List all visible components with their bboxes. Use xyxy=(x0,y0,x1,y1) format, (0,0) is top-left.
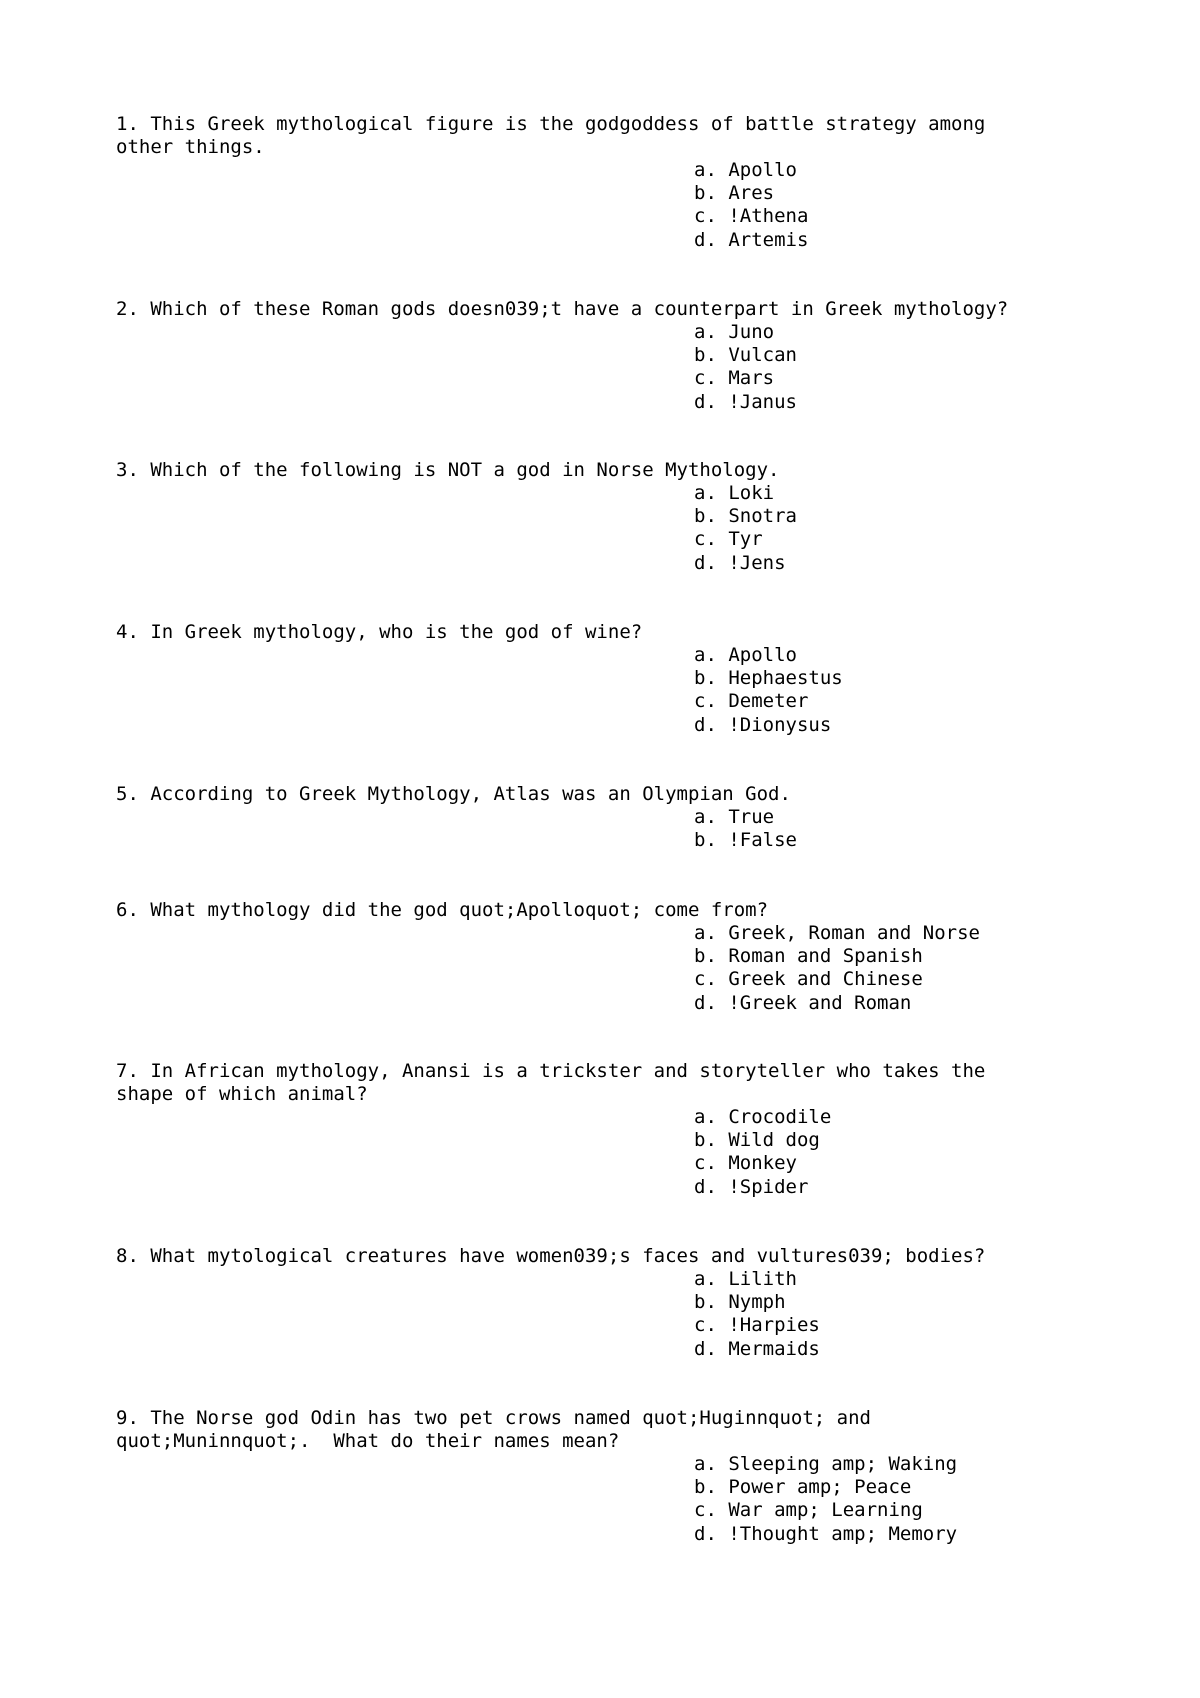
answer-options xyxy=(116,922,1076,1015)
option-text: !Thought amp; Memory xyxy=(728,1522,958,1545)
option-text: Juno xyxy=(728,321,775,343)
option-text: !False xyxy=(728,829,797,852)
answer-options xyxy=(116,806,1076,852)
question-1 xyxy=(116,113,1076,252)
answer-option xyxy=(694,945,1076,968)
answer-option xyxy=(694,391,1076,414)
answer-option xyxy=(694,1338,1076,1361)
option-text: !Dionysus xyxy=(728,713,832,736)
answer-options xyxy=(116,1453,1076,1546)
answer-options xyxy=(116,1268,1076,1361)
option-text: Apollo xyxy=(728,159,797,181)
answer-option xyxy=(694,482,1076,505)
option-text: Loki xyxy=(728,482,775,504)
answer-option xyxy=(694,1476,1076,1499)
option-letter: a. xyxy=(694,321,717,343)
option-letter: a. xyxy=(694,159,717,181)
answer-option xyxy=(694,1453,1076,1476)
option-text: Monkey xyxy=(728,1152,797,1175)
option-letter: b. xyxy=(694,829,717,852)
option-text: Vulcan xyxy=(728,344,797,367)
option-text: Ares xyxy=(728,182,775,205)
option-text: !Athena xyxy=(728,205,809,228)
question-7 xyxy=(116,1060,1076,1199)
option-text: !Greek and Roman xyxy=(728,991,912,1014)
answer-option xyxy=(694,1291,1076,1314)
question-9 xyxy=(116,1407,1076,1546)
option-letter: a. xyxy=(694,1268,717,1290)
answer-option xyxy=(694,968,1076,991)
option-letter: c. xyxy=(694,1152,717,1175)
option-letter: d. xyxy=(694,713,717,736)
question-text: 2. Which of these Roman gods doesn039;t have a counterpart in Greek mythology? xyxy=(116,298,1009,320)
answer-option xyxy=(694,1499,1076,1522)
option-letter: b. xyxy=(694,344,717,367)
option-text: True xyxy=(728,806,775,828)
answer-option xyxy=(694,992,1076,1015)
option-text: Hephaestus xyxy=(728,667,843,690)
option-text: War amp; Learning xyxy=(728,1499,923,1522)
option-letter: b. xyxy=(694,667,717,690)
answer-option xyxy=(694,505,1076,528)
option-text: Sleeping amp; Waking xyxy=(728,1453,958,1475)
answer-option xyxy=(694,182,1076,205)
question-5 xyxy=(116,783,1076,852)
answer-option xyxy=(694,1106,1076,1129)
option-text: !Janus xyxy=(728,390,797,413)
option-letter: b. xyxy=(694,1129,717,1152)
option-text: Lilith xyxy=(728,1268,797,1290)
option-letter: d. xyxy=(694,991,717,1014)
option-letter: b. xyxy=(694,505,717,528)
question-text: 4. In Greek mythology, who is the god of wine? xyxy=(116,621,643,643)
answer-options xyxy=(116,1106,1076,1199)
option-letter: d. xyxy=(694,390,717,413)
option-text: Snotra xyxy=(728,505,797,528)
answer-option xyxy=(694,552,1076,575)
option-text: !Harpies xyxy=(728,1314,820,1337)
option-text: Apollo xyxy=(728,644,797,666)
answer-option xyxy=(694,644,1076,667)
answer-option xyxy=(694,159,1076,182)
option-letter: b. xyxy=(694,945,717,968)
answer-option xyxy=(694,922,1076,945)
answer-option xyxy=(694,690,1076,713)
answer-option xyxy=(694,1152,1076,1175)
option-letter: b. xyxy=(694,182,717,205)
option-letter: a. xyxy=(694,644,717,666)
option-letter: a. xyxy=(694,1106,717,1128)
option-letter: d. xyxy=(694,1337,717,1360)
option-text: !Jens xyxy=(728,551,786,574)
question-text: 1. This Greek mythological figure is the godgoddess of battle strategy among other things. xyxy=(116,113,986,158)
option-letter: c. xyxy=(694,968,717,991)
option-letter: a. xyxy=(694,1453,717,1475)
option-text: Demeter xyxy=(728,690,809,713)
answer-option xyxy=(694,321,1076,344)
option-text: Mermaids xyxy=(728,1337,820,1360)
question-text: 6. What mythology did the god quot;Apolloquot; come from? xyxy=(116,899,769,921)
question-3 xyxy=(116,459,1076,575)
question-4 xyxy=(116,621,1076,737)
option-text: Artemis xyxy=(728,228,809,251)
question-text: 7. In African mythology, Anansi is a trickster and storyteller who takes the shape of which animal? xyxy=(116,1060,986,1105)
answer-option xyxy=(694,829,1076,852)
answer-option xyxy=(694,714,1076,737)
option-letter: c. xyxy=(694,690,717,713)
question-text: 9. The Norse god Odin has two pet crows named quot;Huginnquot; and quot;Muninnquot;. What do their names mean? xyxy=(116,1407,871,1452)
answer-option xyxy=(694,205,1076,228)
option-letter: b. xyxy=(694,1476,717,1499)
option-text: Power amp; Peace xyxy=(728,1476,912,1499)
answer-option xyxy=(694,229,1076,252)
option-letter: d. xyxy=(694,228,717,251)
option-text: Greek and Chinese xyxy=(728,968,923,991)
option-letter: a. xyxy=(694,922,717,944)
option-letter: a. xyxy=(694,806,717,828)
question-8 xyxy=(116,1245,1076,1361)
option-letter: c. xyxy=(694,1314,717,1337)
option-letter: c. xyxy=(694,528,717,551)
answer-options xyxy=(116,482,1076,575)
answer-option xyxy=(694,1268,1076,1291)
answer-option xyxy=(694,1314,1076,1337)
option-letter: b. xyxy=(694,1291,717,1314)
option-text: Crocodile xyxy=(728,1106,832,1128)
option-letter: a. xyxy=(694,482,717,504)
answer-options xyxy=(116,644,1076,737)
option-letter: d. xyxy=(694,1175,717,1198)
option-text: Greek, Roman and Norse xyxy=(728,922,981,944)
option-text: !Spider xyxy=(728,1175,809,1198)
answer-option xyxy=(694,528,1076,551)
option-text: Mars xyxy=(728,367,775,390)
option-letter: c. xyxy=(694,367,717,390)
question-2 xyxy=(116,298,1076,414)
answer-option xyxy=(694,667,1076,690)
answer-option xyxy=(694,1129,1076,1152)
option-text: Tyr xyxy=(728,528,763,551)
answer-option xyxy=(694,1523,1076,1546)
option-letter: d. xyxy=(694,551,717,574)
answer-option xyxy=(694,344,1076,367)
answer-options xyxy=(116,159,1076,252)
option-letter: c. xyxy=(694,205,717,228)
answer-options xyxy=(116,321,1076,414)
option-text: Roman and Spanish xyxy=(728,945,923,968)
option-letter: c. xyxy=(694,1499,717,1522)
option-text: Nymph xyxy=(728,1291,786,1314)
question-text: 3. Which of the following is NOT a god in Norse Mythology. xyxy=(116,459,780,481)
question-text: 5. According to Greek Mythology, Atlas was an Olympian God. xyxy=(116,783,791,805)
answer-option xyxy=(694,367,1076,390)
question-text: 8. What mytological creatures have women039;s faces and vultures039; bodies? xyxy=(116,1245,986,1267)
option-text: Wild dog xyxy=(728,1129,820,1152)
option-letter: d. xyxy=(694,1522,717,1545)
answer-option xyxy=(694,1176,1076,1199)
answer-option xyxy=(694,806,1076,829)
question-6 xyxy=(116,899,1076,1015)
